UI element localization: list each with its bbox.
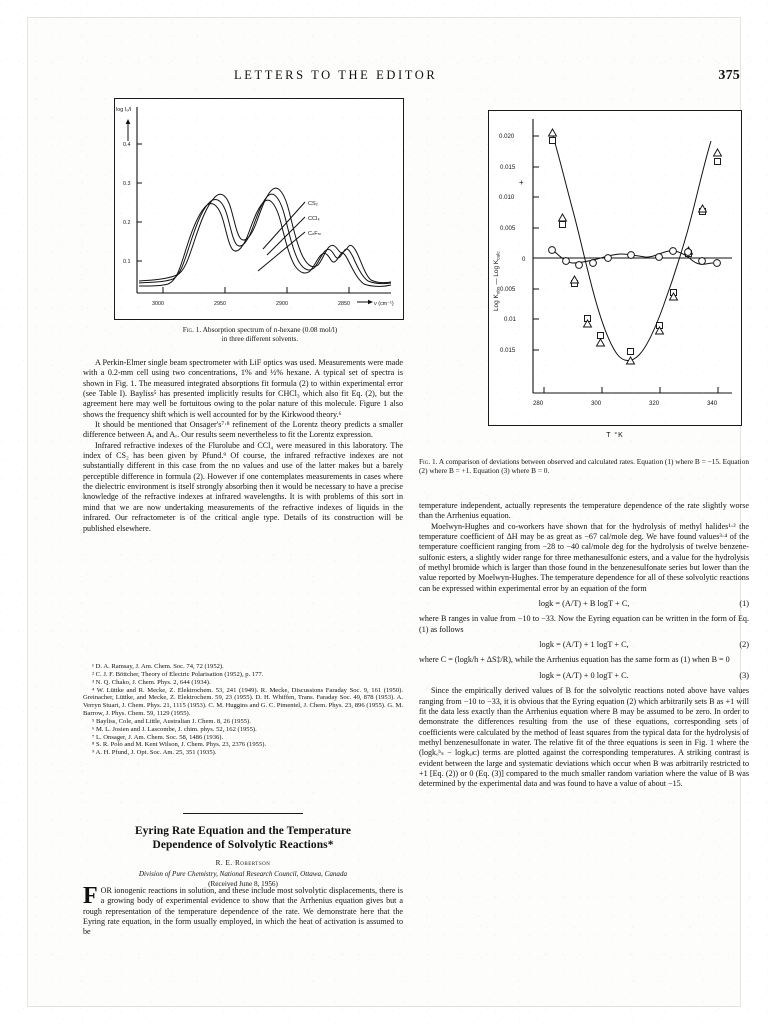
figure-left-caption-label: Fig. 1. [182,325,202,334]
reference-item: ⁵ Bayliss, Cole, and Little, Australian J. Chem. 8, 26 (1955). [92,717,251,725]
paragraph-continued: temperature independent, actually represents the temperature dependence of the rate slightly worse than the Arrhenius equation. [419,501,749,521]
x-axis-label: ν (cm⁻¹) [374,301,394,307]
y-tick-label: 0.3 [123,181,131,187]
paragraph: A Perkin-Elmer single beam spectrometer with LiF optics was used. Measurements were made with a 0.2-mm cell using two concentrations, 1% and ½% hexane. A typical set of spectra is shown in Fig. 1. The measured integrated absorptions fit formula (2) to within experimental error (see Table I). Bayliss⁵ has presented implicitly results for CHCl₃ which also fit Eq. (2), but the agreement here may well be fortuitous owing to the polar nature of this molecule. Figure 1 also shows the frequency shift which is well accounted for by the Kirkwood theory.⁶ [83,358,403,419]
reference-item: ⁴ W. Lüttke and R. Mecke, Z. Elektrochem. 53, 241 (1949). R. Mecke, Discussions Faraday Soc. 9, 161 (1950). Greinacher, Lüttke, and Mecke, Z. Elektrochem. 59, 23 (1955). D. H. Whiffen, Trans. Faraday Soc. 49, 878 (1953). A. Verryn Stuart, J. Chem. Phys. 21, 1115 (1953). C. M. Huggins and G. C. Pimentel, J. Chem. Phys. 23, 896 (1955). G. M. Barrow, J. Phys. Chem. 59, 1129 (1955). [83,686,403,718]
y-tick-label: 0.005 [500,286,516,293]
section-divider [183,813,303,814]
article-affiliation: Division of Pure Chemistry, National Research Council, Ottawa, Canada [138,869,348,878]
equation-1 [419,599,749,609]
x-tick-label: 2850 [338,301,350,307]
legend-label-cs2: CS₂ [308,201,318,207]
y-axis-title-sub2: calc [496,251,502,260]
running-head [84,68,740,84]
article-title-line1: Eyring Rate Equation and the Temperature [134,825,352,837]
reference-item: ⁷ L. Onsager, J. Am. Chem. Soc. 58, 1486 (1936). [92,733,224,741]
page-number: 375 [718,68,740,83]
left-column-body [83,358,403,534]
x-tick-label: 300 [591,400,602,407]
paragraph: Moelwyn-Hughes and co-workers have shown that for the hydrolysis of methyl halides¹‧² the temperature coefficient of ΔH may be as great as −67 cal/mole deg. We have found values³‧⁴ of the temperature coefficient ranging from −28 to −40 cal/mole deg for the hydrolysis of twelve benzene-sulfonic esters, a slightly wider range for three methanesulfonic esters, and a value for the hydrolysis of methyl bromide which is larger than those found in the benzenesulfonate series but lower than the value reported by Moelwyn-Hughes. The temperature dependence for all of these solvolytic reactions can be expressed within experimental error by an equation of the form [419,521,749,593]
y-axis-title-a: Log K [493,294,500,311]
x-axis-ticks [533,387,718,407]
article-header [83,813,403,888]
spectrum-curve-cnfm [139,200,391,286]
article-received-date: (Received June 8, 1956) [208,879,278,888]
y-axis-title-b: — Log K [493,259,500,287]
equation-1-body: logk = (A/T) + B logT + C, [538,599,630,609]
y-tick-label: 0.010 [499,194,515,201]
reference-item: ³ N. Q. Chako, J. Chem. Phys. 2, 644 (1934). [92,678,211,686]
figure-right-caption-text: A comparison of deviations between observed and calculated rates. Equation (1) where B = −15. Equation (2) where B = +1. Equation (3) where B = 0. [419,457,749,475]
plus-sign-label: + [519,178,524,187]
y-axis-ticks [123,142,142,265]
figure-right-caption-label: Fig. 1. [419,457,438,466]
figure-left-caption-line1: Absorption spectrum of n-hexane (0.08 mol/l) [202,325,338,334]
reference-item: ⁸ S. R. Polo and M. Kent Wilson, J. Chem. Phys. 23, 2376 (1955). [92,741,267,749]
figure-left-caption [114,326,406,343]
y-tick-label: 0.01 [504,316,516,323]
equation-2-number: (2) [739,640,749,650]
y-tick-label: 0.2 [123,220,131,226]
reference-item: ² C. J. F. Böttcher, Theory of Electric Polarisation (1952), p. 177. [92,670,264,678]
y-axis-title-sub1: obs [496,286,502,295]
equation-3-number: (3) [739,670,749,680]
x-tick-label: 2950 [214,301,226,307]
equation-2 [419,640,749,650]
figure-right-caption [419,458,749,475]
y-axis-title-group [493,251,502,311]
figure-absorption-spectrum [114,98,404,320]
article-opening-text: OR ionogenic reactions in solution, and these include most solvolytic displacements, there is a growing body of experimental evidence to show that the Arrhenius equation gives but a rough representation of the temperature dependence of the rate. We demonstrate here that the Eyring rate equation, in the form usually employed, in which the heat of activation is assumed to be [83,886,403,937]
paragraph: It should be mentioned that Onsager's⁷‧⁸ refinement of the Lorentz theory predicts a smaller difference between Aₑ and Aᵣ. Our results seem nevertheless to fit the Lorentz expression. [83,420,403,440]
article-title-line2: Dependence of Solvolytic Reactions* [152,839,334,851]
legend-label-ccl4: CCl₄ [308,216,320,222]
x-tick-label: 2900 [276,301,288,307]
reference-item: ¹ D. A. Ramsay, J. Am. Chem. Soc. 74, 72 (1952). [92,663,224,670]
deviations-plot [489,111,741,425]
paragraph: where B ranges in value from −10 to −33. Now the Eyring equation can be written in the form of Eq. (1) as follows [419,614,749,634]
y-tick-label: 0.015 [500,347,516,354]
y-axis-label: log I₀/I [116,107,132,113]
reference-item: ⁶ M. L. Josien and J. Lascombe, J. chim. phys. 52, 162 (1955). [92,725,257,733]
right-column-body [419,501,749,790]
legend-label-cnfm: CₙFₘ [308,231,322,237]
x-tick-label: 320 [649,400,660,407]
x-tick-label: 280 [533,400,544,407]
markers-triangle [549,129,722,364]
equation-3-body: logk = (A/T) + 0 logT + C. [539,670,629,680]
figure-right-x-axis-title: T °K [606,432,624,439]
x-tick-label: 3000 [152,301,164,307]
y-tick-label: 0.015 [500,164,516,171]
y-axis-label-group [116,107,131,141]
equation-2-body: logk = (A/T) + 1 logT + C, [539,640,629,650]
x-tick-label: 340 [707,400,718,407]
x-axis-ticks [152,287,394,307]
markers-square [550,138,721,355]
equation-3 [419,671,749,681]
paragraph: Since the empirically derived values of B for the solvolytic reactions noted above have values ranging from −10 to −33, it is obvious that the Eyring equation (2) which arbitrarily sets B as +1 will fit the data less exactly than the Arrhenius equation where B may be assumed to be zero. In order to demonstrate the differences resulting from the use of these equations, corresponding sets of coefficients were calculated by the method of least squares from the typical data for the hydrolysis of methyl benzenesulfonate in water. The relative fit of the three equations is seen in Fig. 1 where the (logkₒᵇₛ − logkₐₗᴄ) terms are plotted against the corresponding temperatures. A striking contrast is evident between the large and systematic deviations which occur when B was arbitrarily restricted to +1 [Eq. (2)) or 0 (Eq. (3)] compared to the much smaller random variation where the value of B was determined by the experimental data and was found to have a value of about −15. [419,686,749,789]
page-sheet [28,18,749,1006]
reference-item: ⁹ A. H. Pfund, J. Opt. Soc. Am. 25, 351 (1935). [92,749,217,757]
references-list [83,663,403,757]
y-tick-label-zero: 0 [522,256,526,263]
article-author: R. E. Robertson [215,859,271,867]
y-tick-label: 0.020 [499,133,515,140]
y-tick-label: 0.4 [123,142,131,148]
drop-cap: F [83,883,98,909]
article-title [83,824,403,852]
spectrum-curve-cs2 [139,188,391,282]
figure-deviations-plot [488,110,742,426]
y-tick-label: 0.1 [123,259,131,265]
y-tick-label: 0.005 [500,225,516,232]
equation-1-number: (1) [739,599,749,609]
absorption-spectrum-plot [115,99,403,319]
svg-text:Log Kobs — Log Kcalc [493,251,502,311]
paragraph: where C = (logk/h + ΔS‡/R), while the Arrhenius equation has the same form as (1) when B = 0 [419,655,730,665]
figure-left-caption-line2: in three different solvents. [221,333,299,343]
running-title: LETTERS TO THE EDITOR [234,68,438,82]
paragraph: Infrared refractive indexes of the Flurolube and CCl₄ were measured in this laboratory. The index of CS₂ has been given by Pfund.⁹ Of course, the infrared refractive indexes are not substantially different in this case from the nᴅ values and use of the latter makes but a barely perceptible difference in formula (2). However if one contemplates measurements in cases where the dielectric environment is itself strongly absorbing then it would be necessary to have a precise knowledge of the refractive indexes at infrared wavelengths. It is with problems of this sort in mind that we are now undertaking measurements of the refractive indexes of liquids in the infrared. Our refractometer is of the critical angle type. Details of its construction will be published elsewhere. [83,440,403,533]
